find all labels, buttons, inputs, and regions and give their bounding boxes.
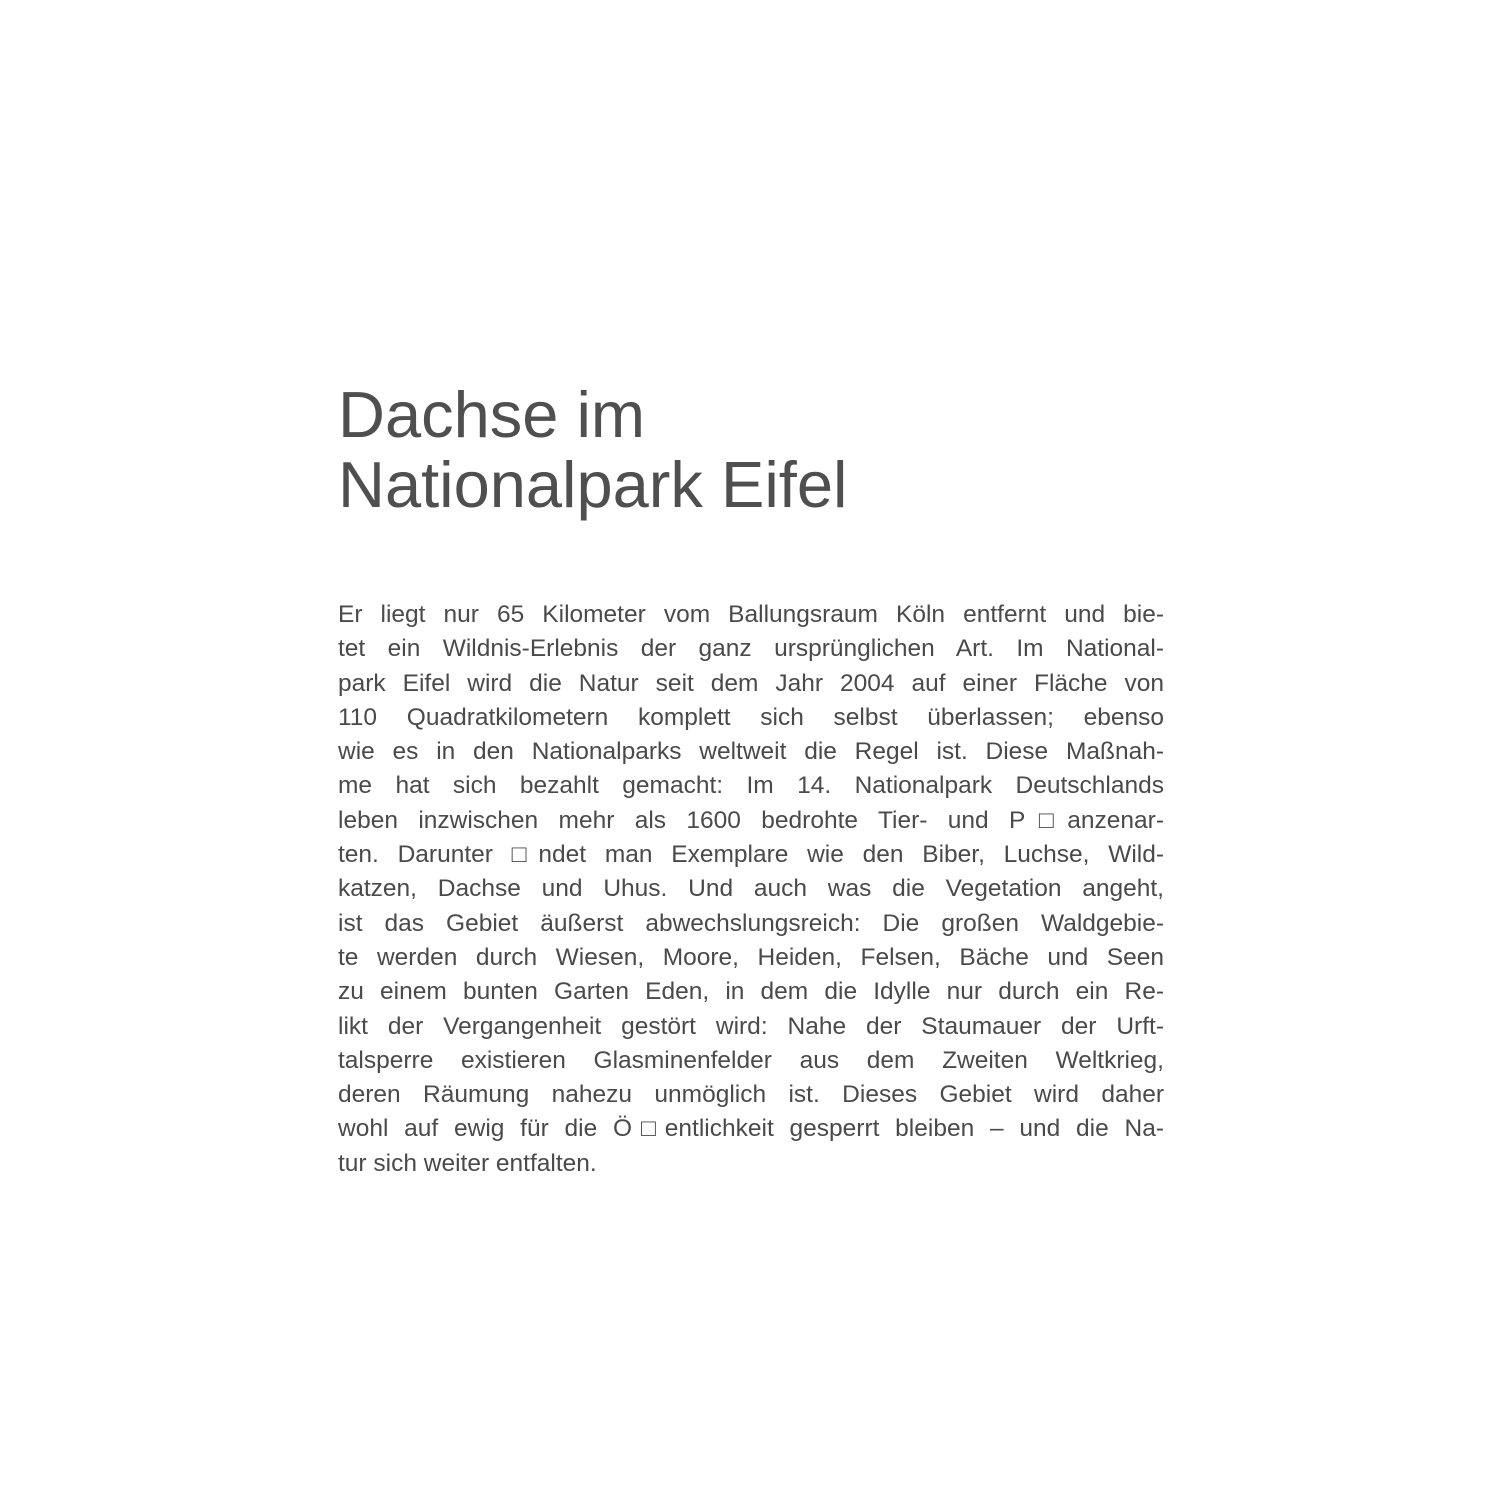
body-line: tur sich weiter entfalten. (338, 1149, 597, 1177)
title-line-1: Dachse im (338, 378, 646, 451)
body-line: talsperre existieren Glasminenfelder aus dem Zweiten Weltkrieg, (338, 1046, 1164, 1074)
body-line: tet ein Wildnis-Erlebnis der ganz ursprünglichen Art. Im National- (338, 635, 1164, 663)
body-line: deren Räumung nahezu unmöglich ist. Dieses Gebiet wird daher (338, 1081, 1164, 1109)
body-line: 110 Quadratkilometern komplett sich selbst überlassen; ebenso (338, 703, 1164, 731)
body-line: likt der Vergangenheit gestört wird: Nahe der Staumauer der Urft- (338, 1012, 1164, 1040)
body-line: park Eifel wird die Natur seit dem Jahr 2004 auf einer Fläche von (338, 669, 1164, 697)
body-line: te werden durch Wiesen, Moore, Heiden, Felsen, Bäche und Seen (338, 943, 1164, 971)
body-line: katzen, Dachse und Uhus. Und auch was die Vegetation angeht, (338, 875, 1164, 903)
body-line: leben inzwischen mehr als 1600 bedrohte Tier- und P□anzenar- (338, 806, 1164, 834)
title-line-2: Nationalpark Eifel (338, 448, 848, 521)
body-line: Er liegt nur 65 Kilometer vom Ballungsraum Köln entfernt und bie- (338, 601, 1164, 628)
body-line: me hat sich bezahlt gemacht: Im 14. Nationalpark Deutschlands (338, 772, 1164, 800)
body-line: zu einem bunten Garten Eden, in dem die Idylle nur durch ein Re- (338, 978, 1164, 1006)
body-line: wie es in den Nationalparks weltweit die Regel ist. Diese Maßnah- (338, 738, 1164, 766)
body-line: ten. Darunter □ndet man Exemplare wie den Biber, Luchse, Wild- (338, 841, 1164, 869)
page-title (338, 380, 1198, 520)
body-line: ist das Gebiet äußerst abwechslungsreich: Die großen Waldgebie- (338, 909, 1164, 937)
body-paragraph (338, 598, 1164, 1181)
body-line: wohl auf ewig für die Ö□entlichkeit gesperrt bleiben – und die Na- (338, 1115, 1164, 1143)
